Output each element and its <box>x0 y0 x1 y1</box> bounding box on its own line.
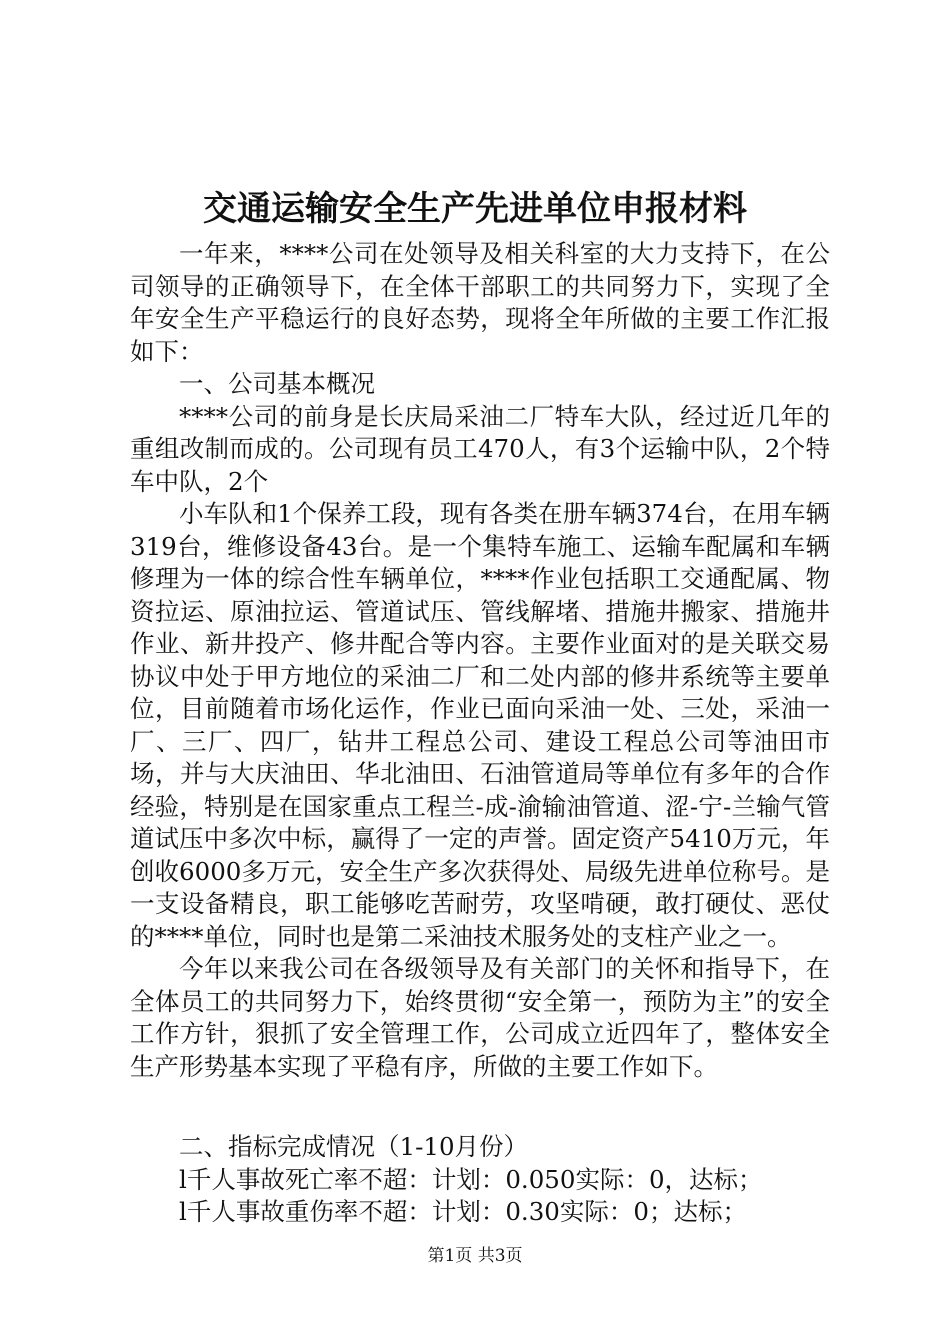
indicator-item: l千人事故死亡率不超：计划：0.050实际：0，达标； <box>179 1164 763 1194</box>
document-title: 交通运输安全生产先进单位申报材料 <box>203 189 747 229</box>
company-overview-paragraph: ****公司的前身是长庆局采油二厂特车大队，经过近几年的重组改制而成的。公司现有员工470人，有3个运输中队，2个特车中队，2个 <box>130 401 830 496</box>
section-heading-1: 一、公司基本概况 <box>179 369 375 398</box>
safety-work-paragraph: 今年以来我公司在各级领导及有关部门的关怀和指导下，在全体员工的共同努力下，始终贯彻“安全第一，预防为主”的安全工作方针，狠抓了安全管理工作，公司成立近四年了，整体安全生产形势基本实现了平稳有序，所做的主要工作如下。 <box>130 954 830 1081</box>
document-body <box>130 238 830 1229</box>
indicator-item: l千人事故重伤率不超：计划：0.30实际：0；达标； <box>179 1197 747 1226</box>
company-details-paragraph: 小车队和1个保养工段，现有各类在册车辆374台，在用车辆319台，维修设备43台。是一个集特车施工、运输车配属和车辆修理为一体的综合性车辆单位，****作业包括职工交通配属、物资拉运、原油拉运、管道试压、管线解堵、措施井搬家、措施井作业、新井投产、修井配合等内容。主要作业面对的是关联交易协议中处于甲方地位的采油二厂和二处内部的修井系统等主要单位，目前随着市场化运作，作业已面向采油一处、三处，采油一厂、三厂、四厂，钻井工程总公司、建设工程总公司等油田市场，并与大庆油田、华北油田、石油管道局等单位有多年的合作经验，特别是在国家重点工程兰-成-渝输油管道、涩-宁-兰输气管道试压中多次中标，赢得了一定的声誉。固定资产5410万元，年创收6000多万元，安全生产多次获得处、局级先进单位称号。是一支设备精良，职工能够吃苦耐劳，攻坚啃硬，敢打硬仗、恶仗的****单位，同时也是第二采油技术服务处的支柱产业之一。 <box>130 499 830 951</box>
section-heading-2: 二、指标完成情况（1-10月份） <box>179 1132 529 1161</box>
intro-paragraph: 一年来，****公司在处领导及相关科室的大力支持下，在公司领导的正确领导下，在全体干部职工的共同努力下，实现了全年安全生产平稳运行的良好态势，现将全年所做的主要工作汇报如下： <box>130 239 830 366</box>
page-footer: 第1页 共3页 <box>427 1246 523 1266</box>
paragraph-spacer <box>130 1083 830 1131</box>
